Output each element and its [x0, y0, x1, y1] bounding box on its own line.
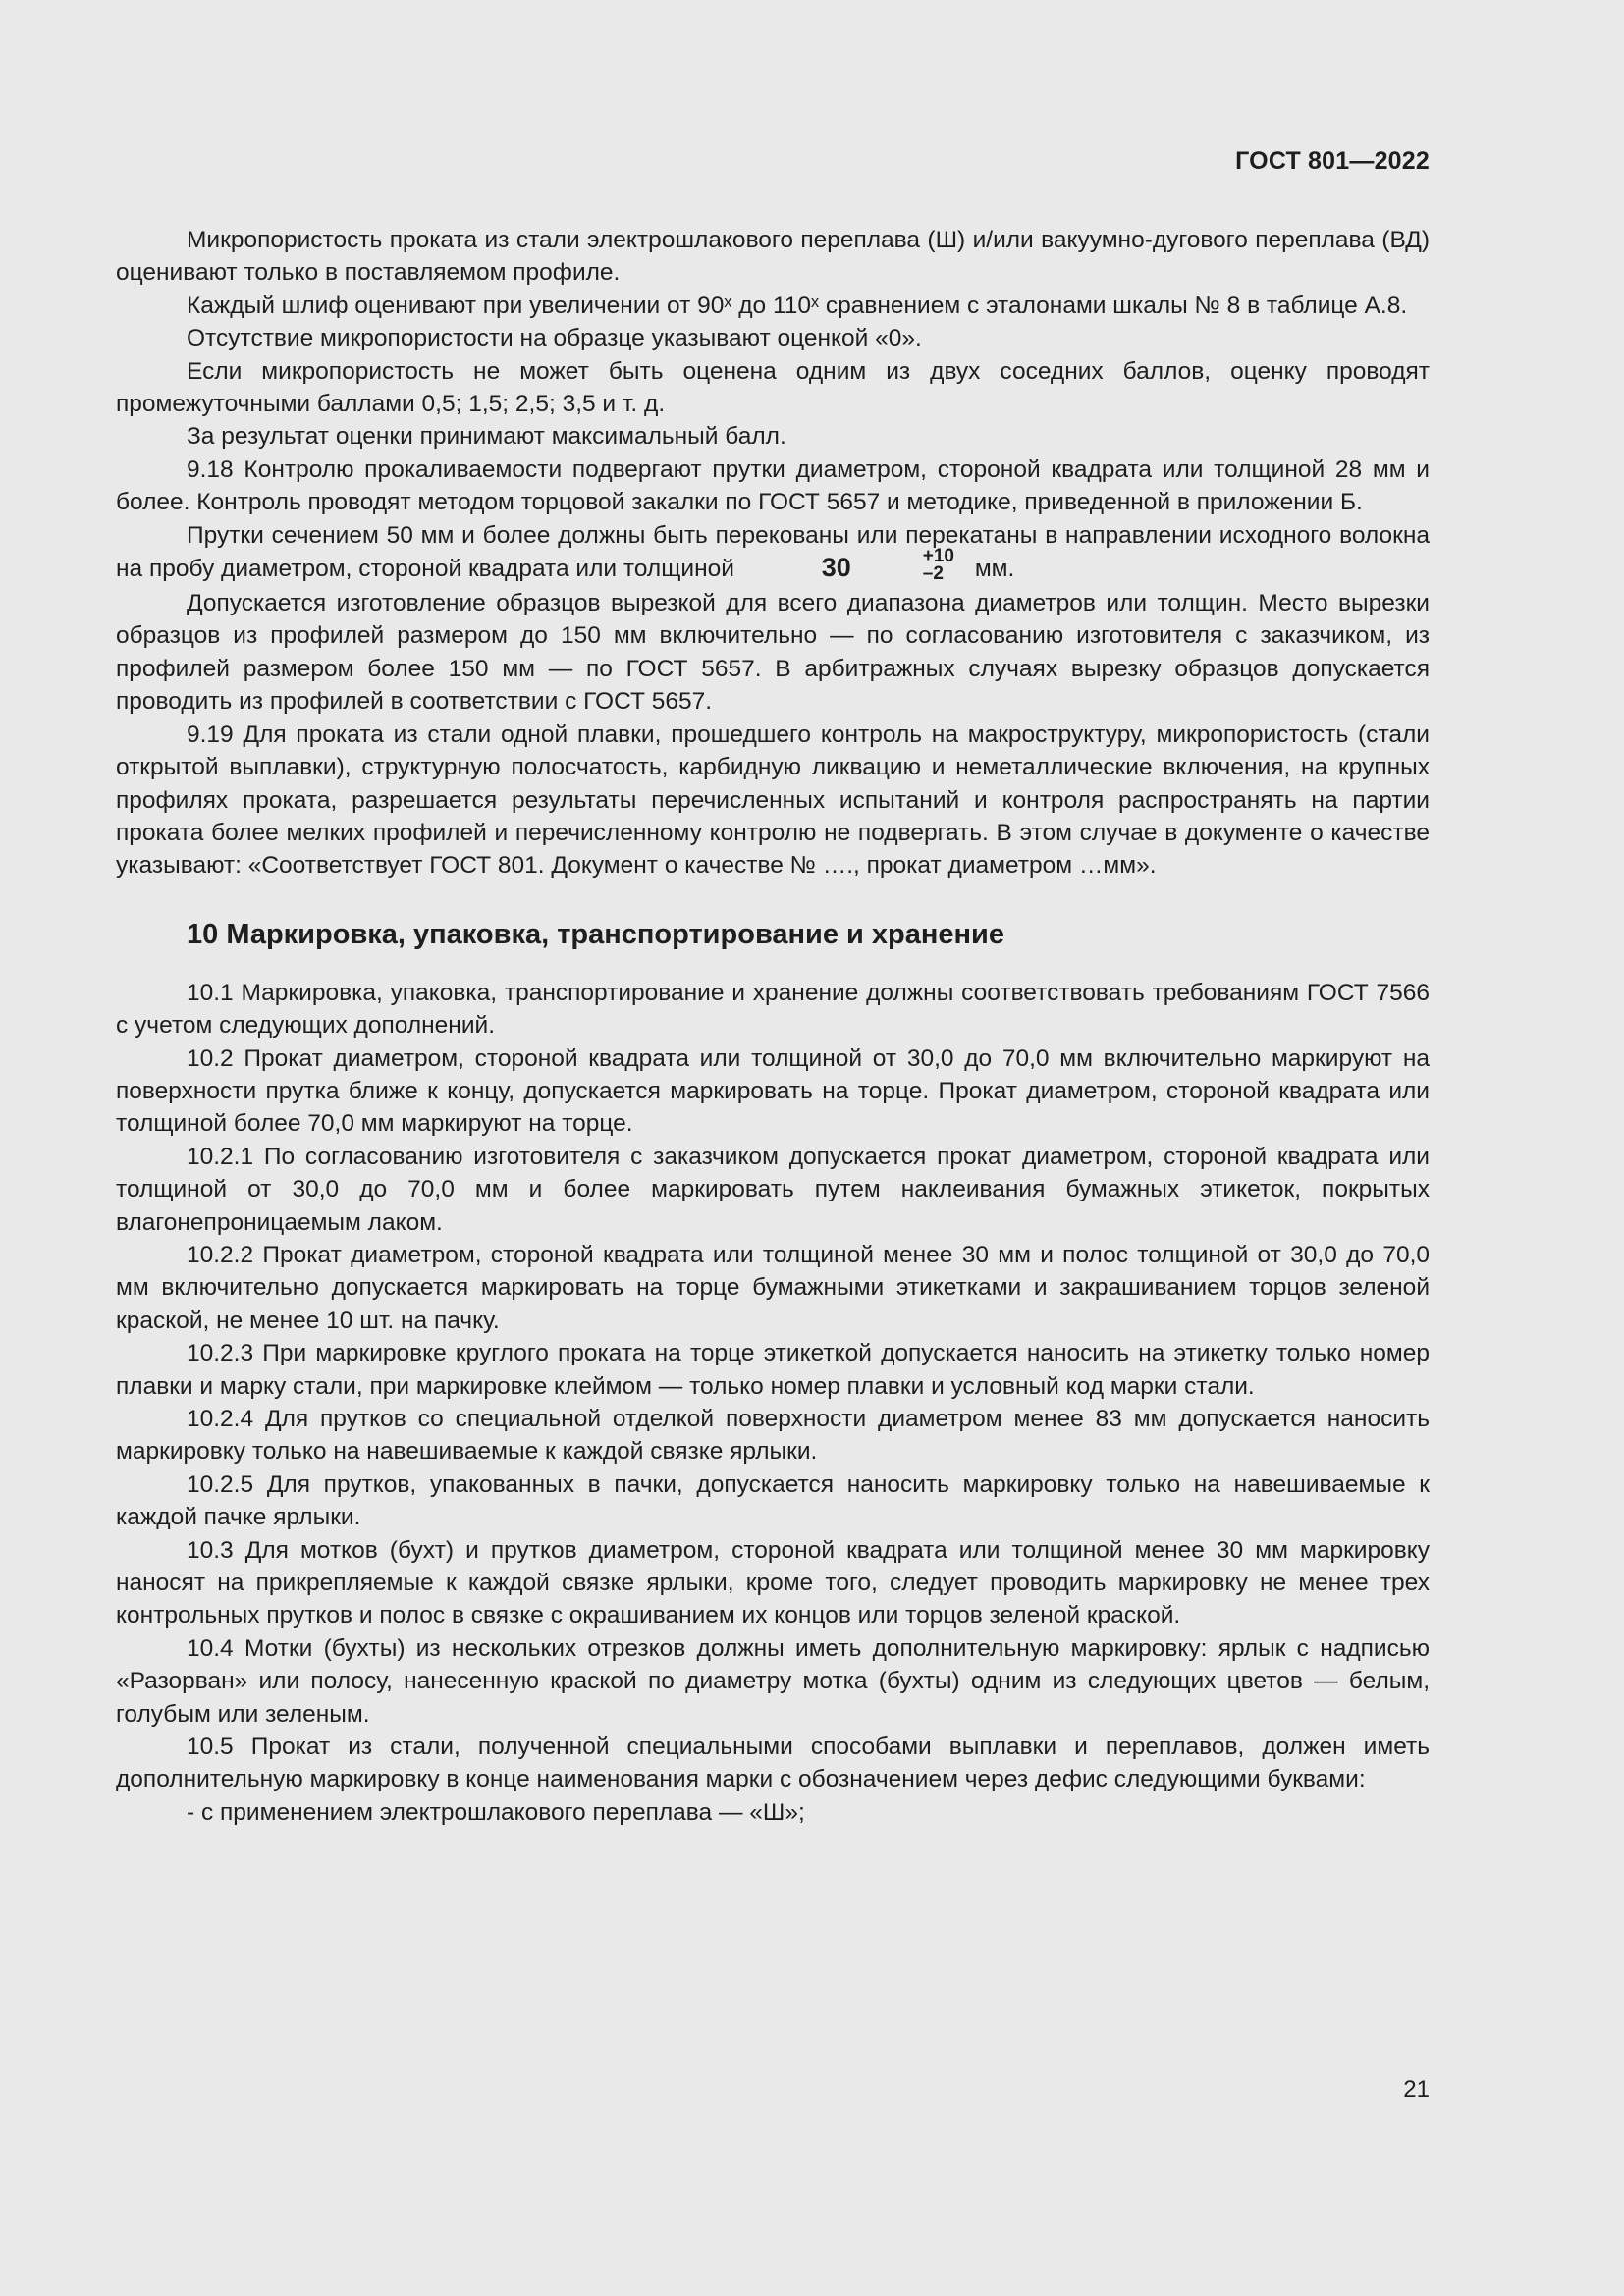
paragraph: 10.2.2 Прокат диаметром, стороной квадрата или толщиной менее 30 мм и полос толщиной от 30,0 до 70,0 мм включительно допускается маркировать на торце бумажными этикетками и закрашиванием торцов зеленой краской, не менее 10 шт. на пачку.	[116, 1241, 1430, 1334]
paragraph: Отсутствие микропористости на образце указывают оценкой «0».	[187, 325, 922, 352]
paragraph: 10.2 Прокат диаметром, стороной квадрата или толщиной от 30,0 до 70,0 мм включительно маркируют на поверхности прутка ближе к концу, допускается маркировать на торце. Прокат диаметром, стороной квадрата или толщиной более 70,0 мм маркируют на торце.	[116, 1044, 1430, 1138]
paragraph: 9.19 Для проката из стали одной плавки, прошедшего контроль на макроструктуру, микропористость (стали открытой выплавки), структурную полосчатость, карбидную ликвацию и неметаллические включения, на крупных профилях проката, разрешается результаты перечисленных испытаний и контроля распространять на партии проката более мелких профилей и перечисленному контролю не подвергать. В этом случае в документе о качестве указывают: «Соответствует ГОСТ 801. Документ о качестве № …., прокат диаметром …мм».	[116, 721, 1430, 880]
document-number-header: ГОСТ 801—2022	[1235, 147, 1430, 175]
paragraph: 9.18 Контролю прокаливаемости подвергают прутки диаметром, стороной квадрата или толщиной 28 мм и более. Контроль проводят методом торцовой закалки по ГОСТ 5657 и методике, приведенной в приложении Б.	[116, 455, 1430, 516]
paragraph: Если микропористость не может быть оценена одним из двух соседних баллов, оценку проводят промежуточными баллами 0,5; 1,5; 2,5; 3,5 и т. д.	[116, 357, 1430, 418]
tolerance-text-before: Прутки сечением 50 мм и более должны быть перекованы или перекатаны в направлении исходного волокна на пробу диаметром, стороной квадрата или толщиной	[116, 521, 1430, 583]
paragraph: 10.2.1 По согласованию изготовителя с заказчиком допускается прокат диаметром, стороной квадрата или толщиной от 30,0 до 70,0 мм и более маркировать путем наклеивания бумажных этикеток, покрытых влагонепроницаемым лаком.	[116, 1143, 1430, 1236]
section-heading: 10 Маркировка, упаковка, транспортирование и хранение	[187, 918, 1005, 950]
paragraph: 10.3 Для мотков (бухт) и прутков диаметром, стороной квадрата или толщиной менее 30 мм маркировку наносят на прикрепляемые к каждой связке ярлыки, кроме того, следует проводить маркировку не менее трех контрольных прутков и полос в связке с окрашиванием их концов или торцов зеленой краской.	[116, 1536, 1430, 1629]
tolerance-lower: –2	[922, 563, 944, 585]
paragraph: Микропористость проката из стали электрошлакового переплава (Ш) и/или вакуумно-дугового переплава (ВД) оценивают только в поставляемом профиле.	[116, 227, 1430, 287]
paragraph: 10.2.3 При маркировке круглого проката на торце этикеткой допускается наносить на этикетку только номер плавки и марку стали, при маркировке клеймом — только номер плавки и условный код марки стали.	[116, 1340, 1430, 1400]
paragraph: 10.5 Прокат из стали, полученной специальными способами выплавки и переплавов, должен иметь дополнительную маркировку в конце наименования марки с обозначением через дефис следующими буквами:	[116, 1734, 1430, 1793]
tolerance-nominal: 30	[821, 553, 851, 583]
paragraph: 10.2.5 Для прутков, упакованных в пачки, допускается наносить маркировку только на навешиваемые к каждой пачке ярлыки.	[116, 1470, 1430, 1531]
tolerance-upper: +10	[922, 546, 954, 567]
dimension-tolerance	[751, 546, 954, 587]
paragraph: 10.1 Маркировка, упаковка, транспортирование и хранение должны соответствовать требованиям ГОСТ 7566 с учетом следующих дополнений.	[116, 979, 1430, 1040]
paragraph: 10.4 Мотки (бухты) из нескольких отрезков должны иметь дополнительную маркировку: ярлык с надписью «Разорван» или полосу, нанесенную краской по диаметру мотка (бухты) одним из следующих цветов — белым, голубым или зеленым.	[116, 1634, 1430, 1728]
page-number: 21	[1403, 2076, 1430, 2103]
tolerance-paragraph	[116, 519, 1430, 587]
paragraph: 10.2.4 Для прутков со специальной отделкой поверхности диаметром менее 83 мм допускается наносить маркировку только на навешиваемые к каждой связке ярлыки.	[116, 1406, 1430, 1466]
paragraph: Каждый шлиф оценивают при увеличении от 90ˣ до 110ˣ сравнением с эталонами шкалы № 8 в таблице А.8.	[187, 292, 1408, 319]
paragraph: Допускается изготовление образцов вырезкой для всего диапазона диаметров или толщин. Место вырезки образцов из профилей размером до 150 мм включительно — по согласованию изготовителя с заказчиком, из профилей размером более 150 мм — по ГОСТ 5657. В арбитражных случаях вырезку образцов допускается проводить из профилей в соответствии с ГОСТ 5657.	[116, 590, 1430, 716]
document-body	[116, 224, 1430, 1829]
tolerance-limits	[852, 548, 954, 583]
list-item: - с применением электрошлакового переплава — «Ш»;	[187, 1798, 805, 1826]
tolerance-text-after: мм.	[974, 556, 1015, 583]
paragraph: За результат оценки принимают максимальный балл.	[187, 423, 786, 451]
